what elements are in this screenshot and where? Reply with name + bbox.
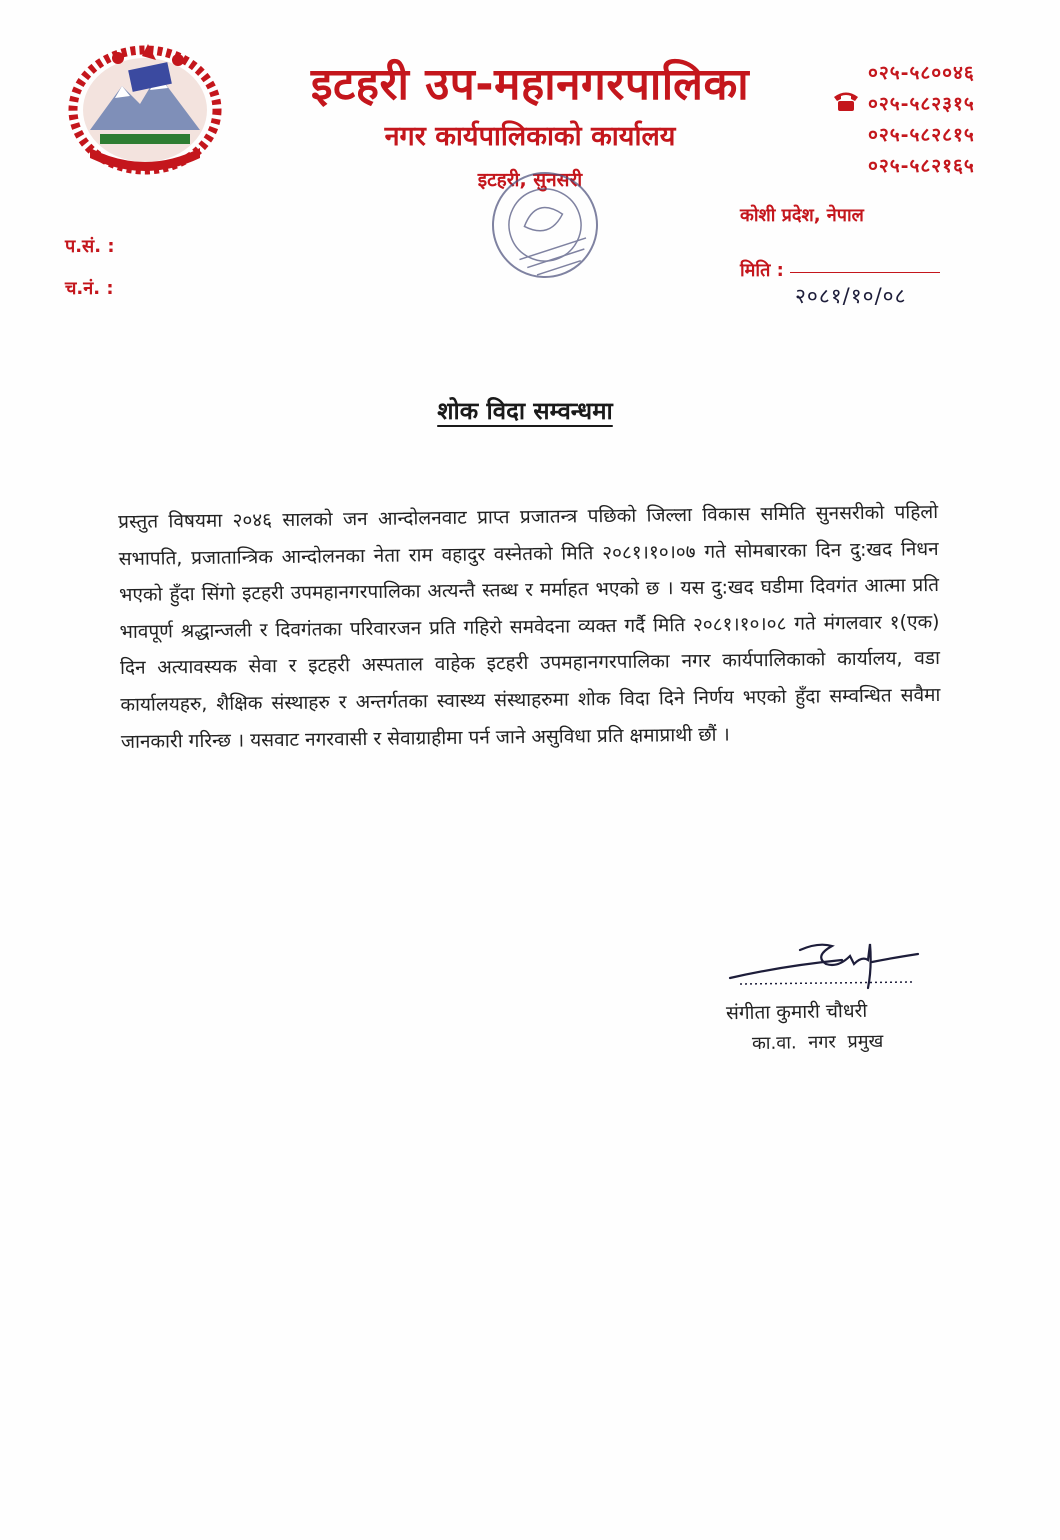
signatory-name: संगीता कुमारी चौधरी — [725, 999, 868, 1025]
date-label: मिति : — [740, 260, 784, 281]
handwritten-signature-icon — [722, 938, 922, 998]
nepal-emblem-icon — [60, 38, 230, 178]
phone-list — [868, 58, 988, 182]
municipality-title: इटहरी उप-महानगरपालिका — [310, 59, 750, 110]
date-value: २०८१/१०/०८ — [795, 284, 907, 308]
telephone-icon — [832, 88, 860, 112]
letter-subject: शोक विदा सम्वन्धमा — [437, 397, 613, 425]
phone-number: ०२५-५८२८१५ — [868, 124, 975, 146]
office-stamp-icon — [470, 150, 620, 300]
phone-number: ०२५-५८२१६५ — [868, 155, 975, 177]
office-location: इटहरी, सुनसरी — [477, 169, 583, 191]
phone-number: ०२५-५८२३१५ — [868, 93, 975, 115]
letter-body: प्रस्तुत विषयमा २०४६ सालको जन आन्दोलनवाट प्राप्त प्रजातन्त्र पछिको जिल्ला विकास समिति सुनसरीको पहिलो सभापति, प्रजातान्त्रिक आन्दोलनका नेता राम वहादुर वस्नेतको मिति २०८१।१०।०७ गते सोमबारका दिन दु:खद निधन भएको हुँदा सिंगो इटहरी उपमहानगरपालिका अत्यन्तै स्तब्ध र मर्माहत भएको छ । यस दु:खद घडीमा दिवगंत आत्मा प्रति भावपूर्ण श्रद्धान्जली र दिवगंतका परिवारजन प्रति गहिरो समवेदना व्यक्त गर्दै मिति २०८१।१०।०८ गते मंगलवार १(एक) दिन अत्यावस्यक सेवा र इटहरी अस्पताल वाहेक इटहरी उपमहानगरपालिका नगर कार्यपालिकाको कार्यालय, वडा कार्यालयहरु, शैक्षिक संस्थाहरु र अन्तर्गतका स्वास्थ्य संस्थाहरुमा शोक विदा दिने निर्णय भएको हुँदा सम्वन्धित सवैमा जानकारी गरिन्छ । यसवाट नगरवासी र सेवाग्राहीमा पर्न जाने असुविधा प्रति क्षमाप्राथी छौं । — [118, 500, 941, 753]
date-underline — [790, 272, 940, 273]
office-subtitle: नगर कार्यपालिकाको कार्यालय — [384, 121, 676, 152]
dispatch-number-label: च.नं. : — [65, 278, 114, 299]
signatory-title: का.वा. नगर प्रमुख — [751, 1030, 884, 1055]
phone-number: ०२५-५८००४६ — [868, 62, 975, 84]
province-address: कोशी प्रदेश, नेपाल — [740, 205, 864, 226]
reference-number-label: प.सं. : — [65, 236, 115, 257]
